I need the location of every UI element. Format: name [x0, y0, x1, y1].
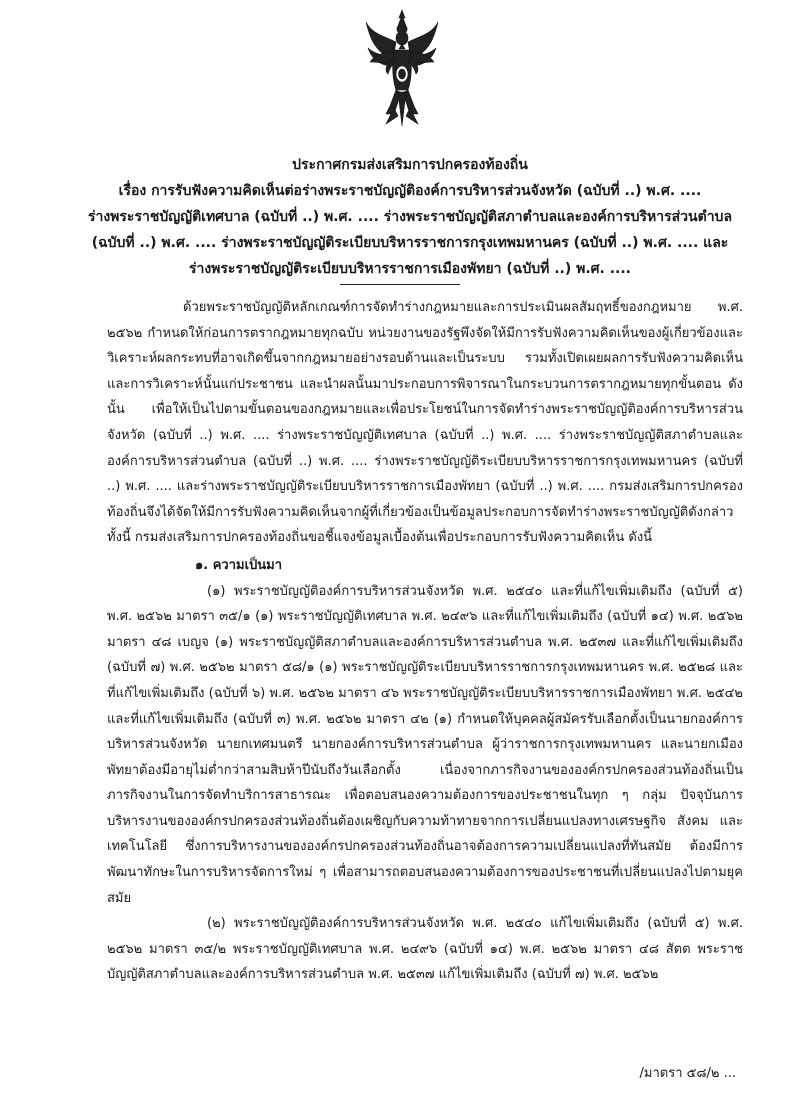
intro-paragraph: ด้วยพระราชบัญญัติหลักเกณฑ์การจัดทำร่างกฎหมายและการประเมินผลสัมฤทธิ์ของกฎหมาย พ.ศ. ๒๕๖๒ กำหนดให้ก่อนการตรากฎหมายทุกฉบับ หน่วยงานของรัฐพึงจัดให้มีการรับฟังความคิดเห็นของผู้เกี่ยวข้องและวิเคราะห์ผลกระทบที่อาจเกิดขึ้นจากกฎหมายอย่างรอบด้านและเป็นระบบ รวมทั้งเปิดเผยผลการรับฟังความคิดเห็นและการวิเคราะห์นั้นแก่ประชาชน และนำผลนั้นมาประกอบการพิจารณาในกระบวนการตรากฎหมายทุกขั้นตอน ดังนั้น เพื่อให้เป็นไปตามขั้นตอนของกฎหมายและเพื่อประโยชน์ในการจัดทำร่างพระราชบัญญัติองค์การบริหารส่วนจังหวัด (ฉบับที่ ..) พ.ศ. .... ร่างพระราชบัญญัติเทศบาล (ฉบับที่ ..) พ.ศ. .... ร่างพระราชบัญญัติสภาตำบลและองค์การบริหารส่วนตำบล (ฉบับที่ ..) พ.ศ. .... ร่างพระราชบัญญัติระเบียบบริหารราชการกรุงเทพมหานคร (ฉบับที่ ..) พ.ศ. .... และร่างพระราชบัญญัติระเบียบบริหารราชการเมืองพัทยา (ฉบับที่ ..) พ.ศ. .... กรมส่งเสริมการปกครองท้องถิ่นจึงได้จัดให้มีการรับฟังความคิดเห็นจากผู้ที่เกี่ยวข้องเป็นข้อมูลประกอบการจัดทำร่างพระราชบัญญัติดังกล่าว ทั้งนี้ กรมส่งเสริมการปกครองท้องถิ่นขอชี้แจงข้อมูลเบื้องต้นเพื่อประกอบการรับฟังความคิดเห็น ดังนี้	[107, 300, 743, 546]
next-page-reference: /มาตรา ๕๘/๒ ...	[639, 1066, 736, 1081]
announcement-body	[107, 295, 743, 988]
announcement-header	[80, 152, 740, 282]
section-heading: ๑. ความเป็นมา	[195, 557, 283, 573]
section-item: (๑) พระราชบัญญัติองค์การบริหารส่วนจังหวัด พ.ศ. ๒๕๔๐ และที่แก้ไขเพิ่มเติมถึง (ฉบับที่ ๕) พ.ศ. ๒๕๖๒ มาตรา ๓๕/๑ (๑) พระราชบัญญัติเทศบาล พ.ศ. ๒๔๙๖ และที่แก้ไขเพิ่มเติมถึง (ฉบับที่ ๑๔) พ.ศ. ๒๕๖๒ มาตรา ๔๘ เบญจ (๑) พระราชบัญญัติสภาตำบลและองค์การบริหารส่วนตำบล พ.ศ. ๒๕๓๗ และที่แก้ไขเพิ่มเติมถึง (ฉบับที่ ๗) พ.ศ. ๒๕๖๒ มาตรา ๕๘/๑ (๑) พระราชบัญญัติระเบียบบริหารราชการกรุงเทพมหานคร พ.ศ. ๒๕๒๘ และที่แก้ไขเพิ่มเติมถึง (ฉบับที่ ๖) พ.ศ. ๒๕๖๒ มาตรา ๔๖ พระราชบัญญัติระเบียบบริหารราชการเมืองพัทยา พ.ศ. ๒๕๔๒ และที่แก้ไขเพิ่มเติมถึง (ฉบับที่ ๓) พ.ศ. ๒๕๖๒ มาตรา ๔๒ (๑) กำหนดให้บุคคลผู้สมัครรับเลือกตั้งเป็นนายกองค์การบริหารส่วนจังหวัด นายกเทศมนตรี นายกองค์การบริหารส่วนตำบล ผู้ว่าราชการกรุงเทพมหานคร และนายกเมืองพัทยาต้องมีอายุไม่ต่ำกว่าสามสิบห้าปีนับถึงวันเลือกตั้ง เนื่องจากภารกิจงานขององค์กรปกครองส่วนท้องถิ่นเป็นภารกิจงานในการจัดทำบริการสาธารณะ เพื่อตอบสนองความต้องการของประชาชนในทุก ๆ กลุ่ม ปัจจุบันการบริหารงานขององค์กรปกครองส่วนท้องถิ่นต้องเผชิญกับความท้าทายจากการเปลี่ยนแปลงทางเศรษฐกิจ สังคม และเทคโนโลยี ซึ่งการบริหารงานขององค์กรปกครองส่วนท้องถิ่นอาจต้องการความเปลี่ยนแปลงที่ทันสมัย ต้องมีการพัฒนาทักษะในการบริหารจัดการใหม่ ๆ เพื่อสามารถตอบสนองความต้องการของประชาชนที่เปลี่ยนแปลงไปตามยุคสมัย	[107, 583, 743, 906]
announcement-subject-line: (ฉบับที่ ..) พ.ศ. .... ร่างพระราชบัญญัติระเบียบบริหารราชการกรุงเทพมหานคร (ฉบับที่ ..) พ.ศ. .... และ	[91, 235, 729, 251]
announcement-subject-line: ร่างพระราชบัญญัติระเบียบบริหารราชการเมืองพัทยา (ฉบับที่ ..) พ.ศ. ....	[188, 261, 632, 277]
garuda-emblem-icon	[364, 8, 440, 128]
announcement-title: ประกาศกรมส่งเสริมการปกครองท้องถิ่น	[292, 157, 528, 173]
announcement-subject-line: ร่างพระราชบัญญัติเทศบาล (ฉบับที่ ..) พ.ศ. .... ร่างพระราชบัญญัติสภาตำบลและองค์การบริหารส่วนตำบล	[87, 209, 733, 225]
announcement-subject-line: เรื่อง การรับฟังความคิดเห็นต่อร่างพระราชบัญญัติองค์การบริหารส่วนจังหวัด (ฉบับที่ ..) พ.ศ. ....	[118, 183, 702, 199]
header-divider	[340, 284, 460, 285]
section-item: (๒) พระราชบัญญัติองค์การบริหารส่วนจังหวัด พ.ศ. ๒๕๔๐ แก้ไขเพิ่มเติมถึง (ฉบับที่ ๕) พ.ศ. ๒๕๖๒ มาตรา ๓๕/๒ พระราชบัญญัติเทศบาล พ.ศ. ๒๔๙๖ (ฉบับที่ ๑๔) พ.ศ. ๒๕๖๒ มาตรา ๔๘ สัตต พระราชบัญญัติสภาตำบลและองค์การบริหารส่วนตำบล พ.ศ. ๒๕๓๗ แก้ไขเพิ่มเติมถึง (ฉบับที่ ๗) พ.ศ. ๒๕๖๒	[107, 916, 743, 983]
